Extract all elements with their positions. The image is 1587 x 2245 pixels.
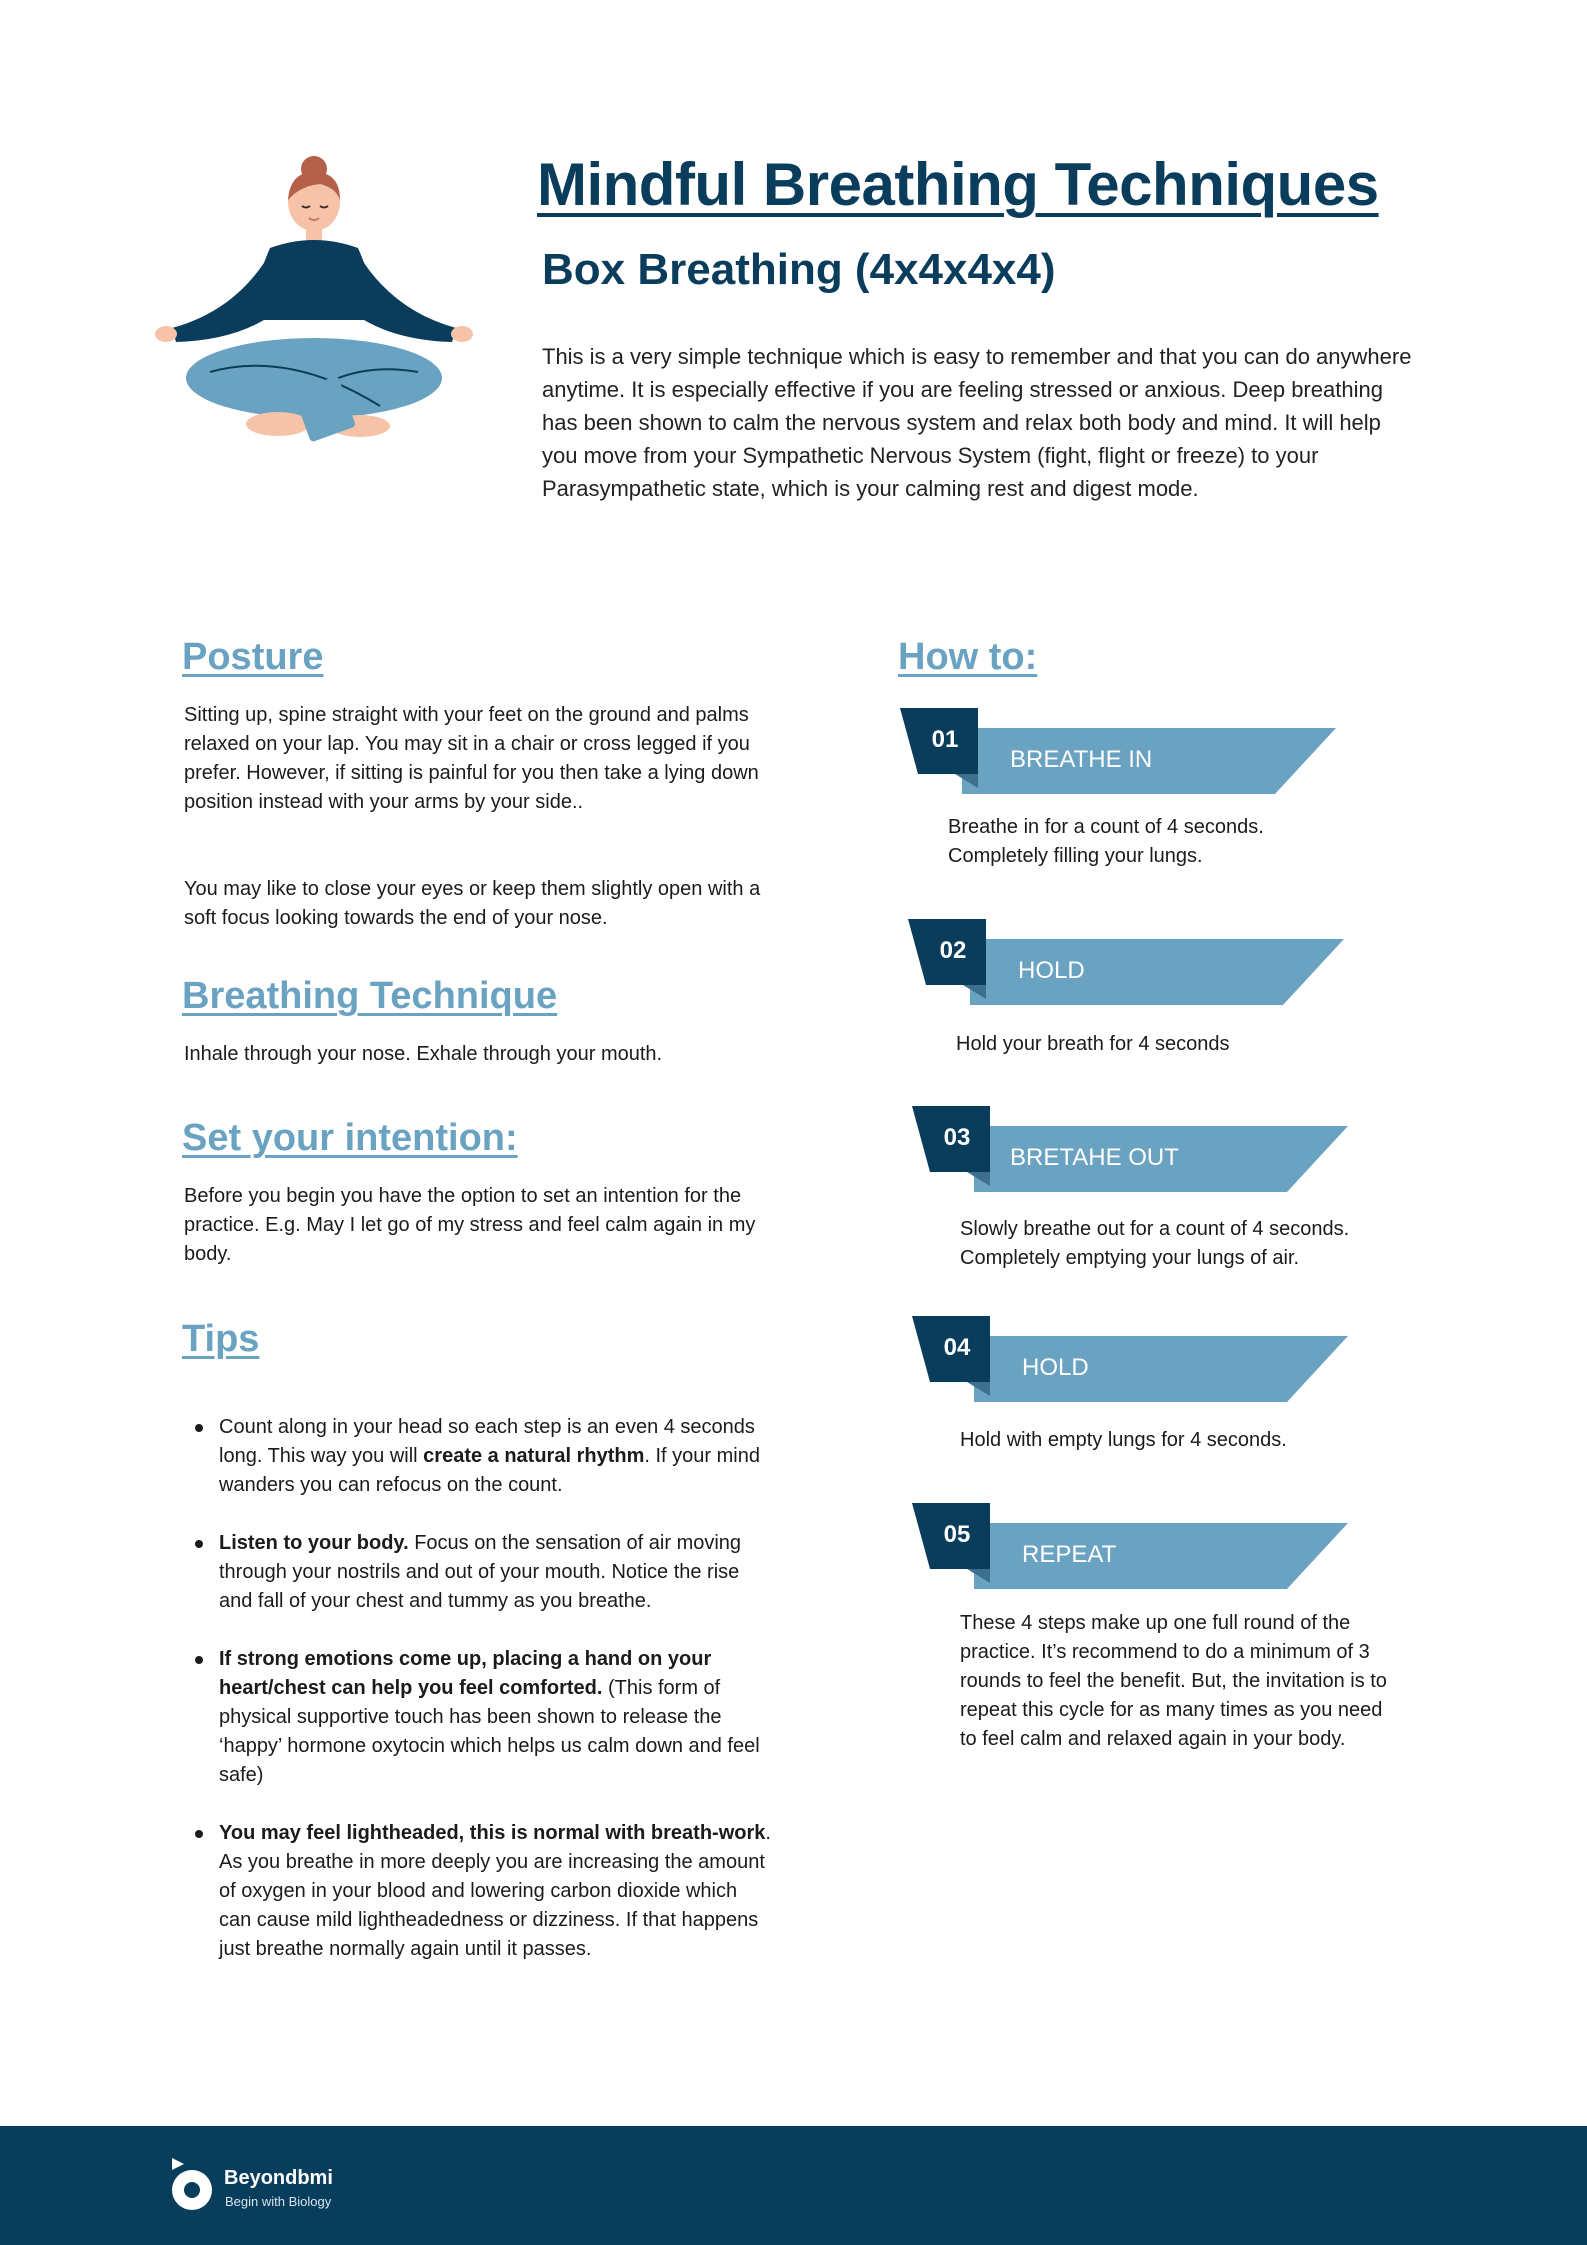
step-number: 04 bbox=[943, 1334, 971, 1361]
step-description: Slowly breathe out for a count of 4 seconds. Completely emptying your lungs of air. bbox=[960, 1218, 1350, 1269]
step-number: 03 bbox=[943, 1124, 971, 1151]
step-number: 02 bbox=[939, 937, 967, 964]
list-item: Count along in your head so each step is an even 4 seconds long. This way you will create a natural rhythm. If your mind wanders you can refocus on the count. bbox=[184, 1413, 774, 1500]
step-banner-01 bbox=[900, 708, 1340, 798]
step-banner-02 bbox=[908, 919, 1348, 1009]
step-number: 05 bbox=[943, 1521, 971, 1548]
step-number: 01 bbox=[931, 726, 959, 753]
page-subtitle: Box Breathing (4x4x4x4) bbox=[542, 245, 1056, 294]
posture-paragraph-1: Sitting up, spine straight with your feet on the ground and palms relaxed on your lap. You may sit in a chair or cross legged if you prefer. However, if sitting is painful for you then take a lying down position instead with your arms by your side.. bbox=[184, 704, 759, 813]
step-banner-03 bbox=[912, 1106, 1352, 1196]
posture-heading: Posture bbox=[182, 636, 324, 678]
step-label: REPEAT bbox=[1022, 1541, 1117, 1568]
meditating-woman-illustration bbox=[150, 150, 480, 450]
beyondbmi-logo bbox=[170, 2158, 214, 2212]
howto-heading: How to: bbox=[898, 636, 1038, 678]
tips-heading: Tips bbox=[182, 1318, 260, 1360]
brand-name: Beyondbmi bbox=[224, 2167, 333, 2189]
step-description: These 4 steps make up one full round of the practice. It’s recommend to do a minimum of 3 rounds to feel the benefit. But, the invitation is to repeat this cycle for as many times as you need to feel calm and relaxed again in your body. bbox=[960, 1612, 1387, 1750]
step-description: Hold your breath for 4 seconds bbox=[956, 1033, 1230, 1055]
tips-list bbox=[184, 1413, 774, 1993]
intention-heading: Set your intention: bbox=[182, 1117, 518, 1159]
step-banner-04 bbox=[912, 1316, 1352, 1406]
step-description: Breathe in for a count of 4 seconds. Completely filling your lungs. bbox=[948, 816, 1264, 867]
intro-paragraph: This is a very simple technique which is easy to remember and that you can do anywhere anytime. It is especially effective if you are feeling stressed or anxious. Deep breathing has been shown to calm the nervous system and relax both body and mind. It will help you move from your Sympathetic Nervous System (fight, flight or freeze) to your Parasympathetic state, which is your calming rest and digest mode. bbox=[542, 344, 1412, 501]
posture-paragraph-2: You may like to close your eyes or keep them slightly open with a soft focus looking towards the end of your nose. bbox=[184, 878, 761, 929]
step-label: HOLD bbox=[1018, 957, 1085, 984]
page-title: Mindful Breathing Techniques bbox=[537, 151, 1379, 218]
step-label: BREATHE IN bbox=[1010, 746, 1153, 773]
technique-heading: Breathing Technique bbox=[182, 975, 558, 1017]
brand-tagline: Begin with Biology bbox=[225, 2194, 332, 2209]
step-label: BRETAHE OUT bbox=[1010, 1144, 1179, 1171]
list-item: Listen to your body. Focus on the sensation of air moving through your nostrils and out of your mouth. Notice the rise and fall of your chest and tummy as you breathe. bbox=[184, 1529, 774, 1616]
intention-paragraph: Before you begin you have the option to set an intention for the practice. E.g. May I let go of my stress and feel calm again in my body. bbox=[184, 1185, 756, 1265]
technique-paragraph: Inhale through your nose. Exhale through your mouth. bbox=[184, 1043, 663, 1065]
list-item: If strong emotions come up, placing a hand on your heart/chest can help you feel comforted. (This form of physical supportive touch has been shown to release the ‘happy’ hormone oxytocin which helps us calm down and feel safe) bbox=[184, 1645, 774, 1790]
list-item: You may feel lightheaded, this is normal with breath-work. As you breathe in more deeply you are increasing the amount of oxygen in your blood and lowering carbon dioxide which can cause mild lightheadedness or dizziness. If that happens just breathe normally again until it passes. bbox=[184, 1819, 774, 1964]
step-description: Hold with empty lungs for 4 seconds. bbox=[960, 1429, 1287, 1451]
step-label: HOLD bbox=[1022, 1354, 1089, 1381]
step-banner-05 bbox=[912, 1503, 1352, 1593]
